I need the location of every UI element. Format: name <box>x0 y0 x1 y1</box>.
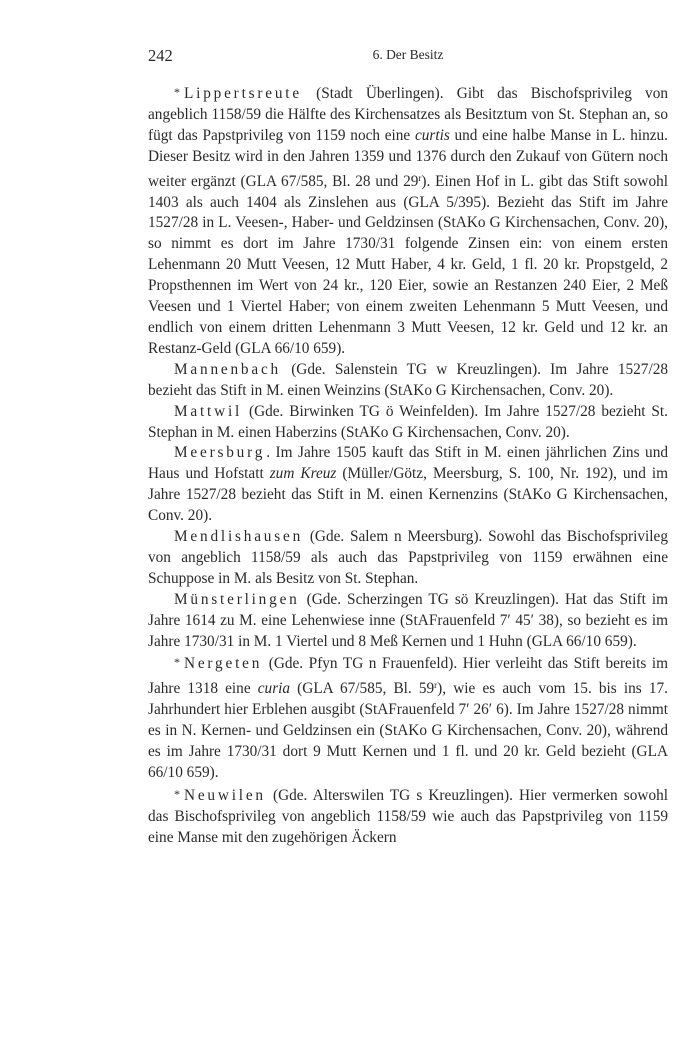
page-body <box>148 82 668 849</box>
entry-text: ). Einen Hof in L. gibt das Stift sowohl 1403 als auch 1404 als Zinslehen aus (GLA 5/395). Bezieht das Stift im Jahre 1527/28 in L. Veesen-, Haber- und Geldzinsen (StAKo G Kirchensachen, Conv. 20), so nimmt es dort im Jahre 1730/31 folgende Zinsen ein: von einem ersten Lehenmann 20 Mutt Veesen, 12 Mutt Haber, 4 kr. Geld, 1 fl. 20 kr. Propstgeld, 2 Propsthennen im Wert von 24 kr., 120 Eier, sowie an Restanzen 240 Eier, 2 Meß Veesen und 1 Viertel Haber; von einem zweiten Lehenmann 5 Mutt Veesen, und endlich von einem dritten Lehenmann 3 Mutt Veesen, 12 kr. Geld und 12 kr. an Restanz-Geld (GLA 66/10 659). <box>148 172 668 357</box>
running-head: 6. Der Besitz <box>372 47 444 62</box>
entry-text: (Gde. Scherzingen TG sö Kreuzlingen). Hat das Stift im Jahre 1614 zu M. eine Lehenwiese inne (StAFrauenfeld 7′ 45′ 38), so bezieht es im Jahre 1730/31 in M. 1 Viertel und 8 Meß Kernen und 1 Huhn (GLA 66/10 659). <box>148 590 668 650</box>
entry-muensterlingen <box>148 590 668 653</box>
entry-text: ), wie es auch vom 15. bis ins 17. Jahrhundert hier Erblehen ausgibt (StAFrauenfeld 7′ 26′ 6). Im Jahre 1527/28 nimmt es in N. Kernen- und Geldzinsen ein (StAKo G Kirchensachen, Conv. 20), während es im Jahre 1730/31 dort 9 Mutt Kernen und 1 fl. und 20 kr. Geld bezieht (GLA 66/10 659). <box>148 680 669 781</box>
house-name: zum Kreuz <box>269 465 337 483</box>
place-name: Mendlishausen <box>174 528 304 546</box>
entry-text: (Stadt Überlingen). Gibt das Bischofsprivileg von angeblich 1158/59 die Hälfte des Kirchensatzes als Besitztum von St. Stephan an, so fügt das Papstprivileg von 1159 noch eine <box>148 85 668 144</box>
place-name: Lippertsreute <box>184 85 302 102</box>
place-name: Münsterlingen <box>174 590 300 608</box>
latin-term: curia <box>257 680 291 698</box>
recto-superscript: r <box>434 680 438 691</box>
entry-text: (GLA 67/585, Bl. 59 <box>290 680 435 698</box>
asterisk-mark: * <box>174 85 180 99</box>
entry-text: (Gde. Birwinken TG ö Weinfelden). Im Jahre 1527/28 bezieht St. Stephan in M. einen Haberzins (StAKo G Kirchensachen, Conv. 20). <box>148 402 668 441</box>
asterisk-mark: * <box>174 655 180 670</box>
entry-neuwilen <box>148 784 668 849</box>
entry-nergeten <box>148 652 668 783</box>
place-name: Nergeten <box>184 655 263 673</box>
place-name: Neuwilen <box>184 786 266 804</box>
entry-text: (Müller/Götz, Meersburg, S. 100, Nr. 192), und im Jahre 1527/28 bezieht das Stift in M. einen Kernenzins (StAKo G Kirchensachen, Conv. 20). <box>148 465 669 525</box>
place-name: Meersburg <box>174 444 266 462</box>
entry-mattwil <box>148 402 668 444</box>
entry-mannenbach <box>148 360 668 402</box>
entry-text: (Gde. Salenstein TG w Kreuzlingen). Im Jahre 1527/28 bezieht das Stift in M. einen Weinzins (StAKo G Kirchensachen, Conv. 20). <box>148 360 668 399</box>
entry-text: (Gde. Alterswilen TG s Kreuzlingen). Hier vermerken sowohl das Bischofsprivileg von angeblich 1158/59 wie auch das Papstprivileg von 1159 eine Manse mit den zugehörigen Äckern <box>148 786 668 846</box>
latin-term: curtis <box>414 126 450 144</box>
entry-text: (Gde. Pfyn TG n Frauenfeld). Hier verleiht das Stift bereits im Jahre 1318 eine <box>148 655 668 698</box>
asterisk-mark: * <box>174 786 180 801</box>
entry-meersburg <box>148 443 668 527</box>
page-header <box>148 46 668 70</box>
entry-mendlishausen <box>148 527 668 590</box>
entry-lippertsreute <box>148 82 668 360</box>
page-number: 242 <box>148 46 173 65</box>
entry-text: . Im Jahre 1505 kauft das Stift in M. einen jährlichen Zins und Haus und Hofstatt <box>148 444 668 483</box>
entry-text: und eine halbe Manse in L. hinzu. Dieser Besitz wird in den Jahren 1359 und 1376 durch den Zukauf von Gütern noch weiter ergänzt (GLA 67/585, Bl. 28 und 29 <box>148 126 668 190</box>
place-name: Mannenbach <box>174 360 282 378</box>
recto-superscript: r <box>418 172 422 183</box>
place-name: Mattwil <box>174 402 243 420</box>
entry-text: (Gde. Salem n Meersburg). Sowohl das Bischofsprivileg von angeblich 1158/59 als auch das Papstprivileg von 1159 erwähnen eine Schuppose in M. als Besitz von St. Stephan. <box>148 528 668 587</box>
